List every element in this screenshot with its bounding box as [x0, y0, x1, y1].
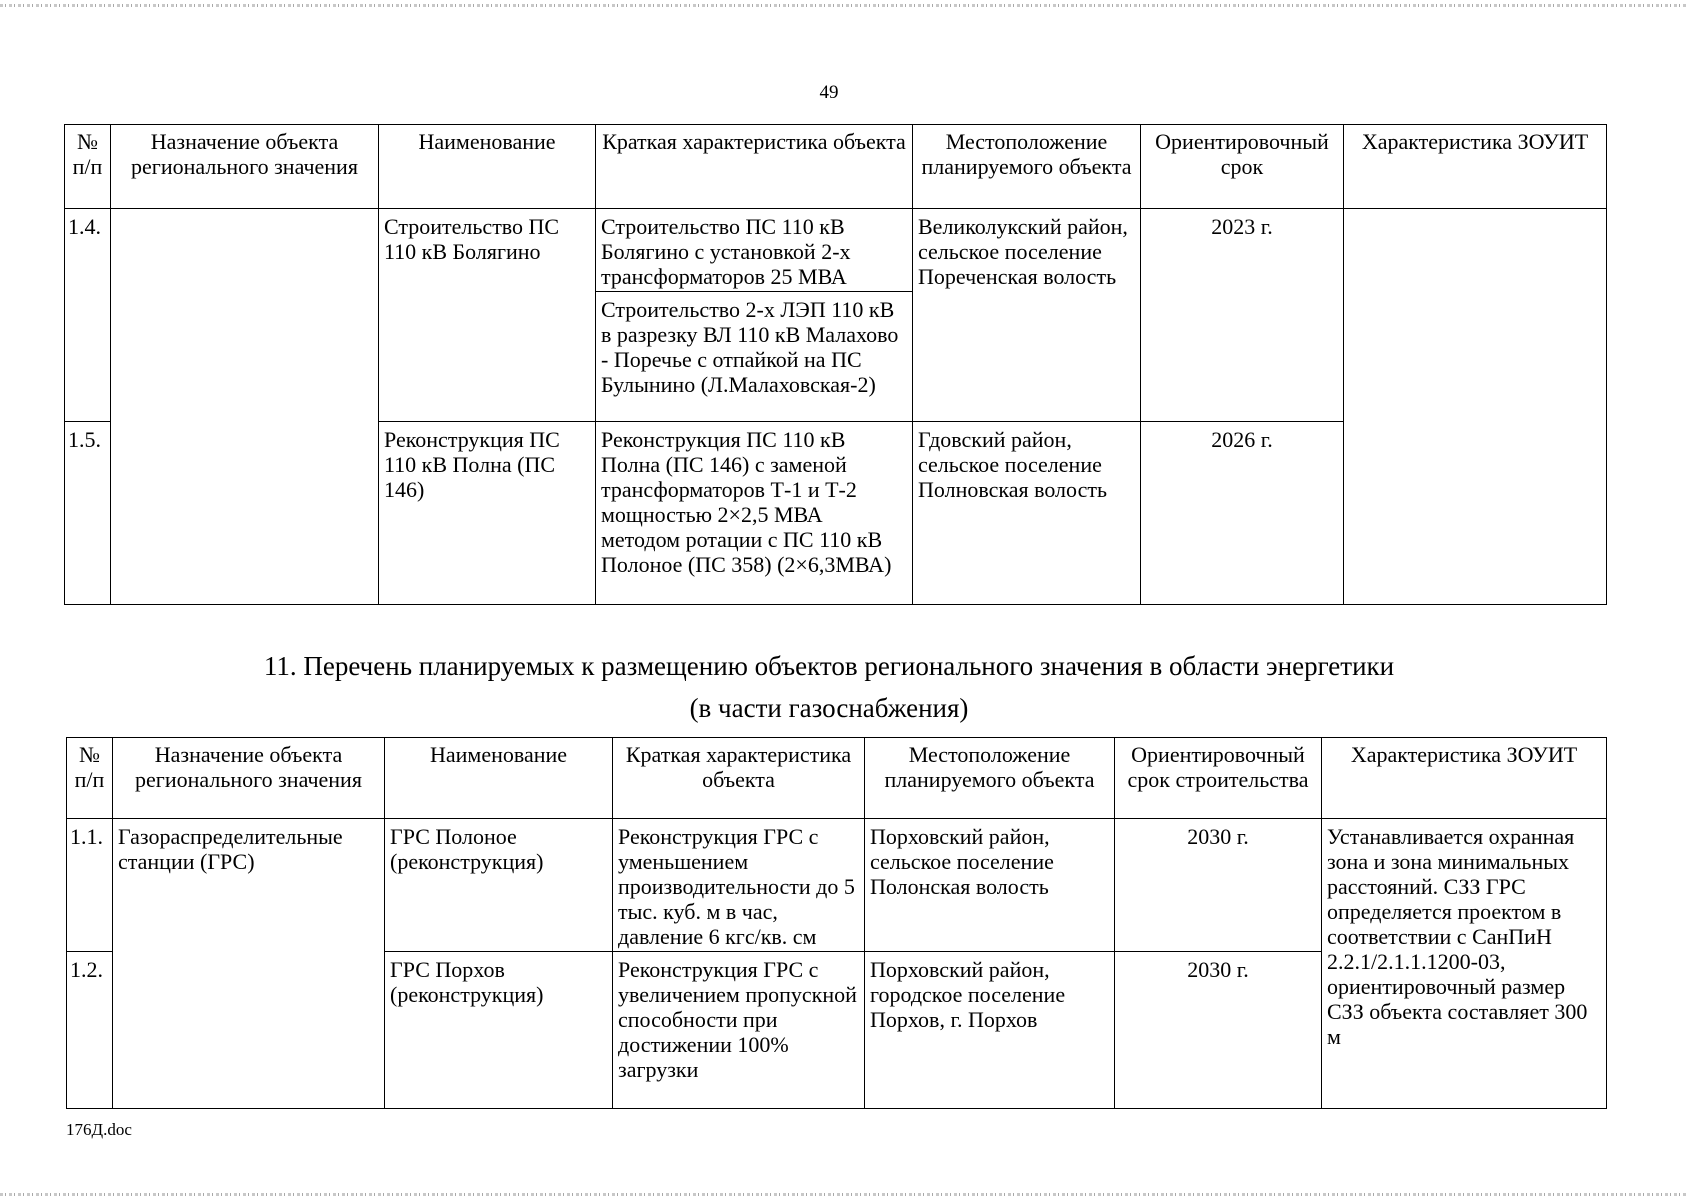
object-term: 2030 г.	[1115, 952, 1322, 1109]
object-location: Великолукский район, сельское поселение Пореченская волость	[913, 209, 1141, 422]
header-description: Краткая характеристика объекта	[596, 125, 913, 209]
table-power-objects	[64, 124, 1607, 605]
header-location: Местоположение планируемого объекта	[913, 125, 1141, 209]
row-number: 1.4.	[65, 209, 111, 422]
object-description: Реконструкция ПС 110 кВ Полна (ПС 146) с заменой трансформаторов Т-1 и Т-2 мощностью 2×2,5 МВА методом ротации с ПС 110 кВ Полоное (ПС 358) (2×6,3МВА)	[596, 422, 913, 605]
object-term: 2030 г.	[1115, 819, 1322, 952]
object-description: Реконструкция ГРС с увеличением пропускной способности при достижении 100% загрузки	[613, 952, 865, 1109]
row-number: 1.5.	[65, 422, 111, 605]
header-purpose: Назначение объекта регионального значения	[111, 125, 379, 209]
purpose-cell: Газораспределительные станции (ГРС)	[113, 819, 385, 1109]
footer-doc-code: 176Д.doc	[66, 1120, 132, 1139]
header-name: Наименование	[385, 738, 613, 819]
object-name: ГРС Полоное (реконструкция)	[385, 819, 613, 952]
object-term: 2026 г.	[1141, 422, 1344, 605]
row-number: 1.2.	[67, 952, 113, 1109]
header-term: Ориентировочный срок строительства	[1115, 738, 1322, 819]
object-location: Гдовский район, сельское поселение Полновская волость	[913, 422, 1141, 605]
object-name: Строительство ПС 110 кВ Болягино	[379, 209, 596, 422]
object-description: Строительство 2-х ЛЭП 110 кВ в разрезку ВЛ 110 кВ Малахово - Поречье с отпайкой на ПС Булынино (Л.Малаховская-2)	[596, 292, 913, 422]
page-number: 49	[819, 82, 839, 103]
table-row	[65, 209, 1607, 292]
header-location: Местоположение планируемого объекта	[865, 738, 1115, 819]
row-number: 1.1.	[67, 819, 113, 952]
object-location: Порховский район, городское поселение Порхов, г. Порхов	[865, 952, 1115, 1109]
purpose-cell	[111, 209, 379, 605]
section-subtitle: (в части газоснабжения)	[689, 693, 969, 723]
section-title: 11. Перечень планируемых к размещению объектов регионального значения в области энергетики	[263, 651, 1395, 681]
object-description: Строительство ПС 110 кВ Болягино с установкой 2-х трансформаторов 25 МВА	[596, 209, 913, 292]
header-name: Наименование	[379, 125, 596, 209]
object-location: Порховский район, сельское поселение Полонская волость	[865, 819, 1115, 952]
zone-cell: Устанавливается охранная зона и зона минимальных расстояний. СЗЗ ГРС определяется проектом в соответствии с СанПиН 2.2.1/2.1.1.1200-03, ориентировочный размер СЗЗ объекта составляет 300 м	[1322, 819, 1607, 1109]
header-zone: Характеристика ЗОУИТ	[1344, 125, 1607, 209]
table-header-row	[65, 125, 1607, 209]
header-purpose: Назначение объекта регионального значения	[113, 738, 385, 819]
zone-cell	[1344, 209, 1607, 605]
table-gas-objects	[66, 737, 1607, 1109]
header-term: Ориентировочный срок	[1141, 125, 1344, 209]
header-zone: Характеристика ЗОУИТ	[1322, 738, 1607, 819]
header-num: № п/п	[65, 125, 111, 209]
table-header-row	[67, 738, 1607, 819]
object-name: Реконструкция ПС 110 кВ Полна (ПС 146)	[379, 422, 596, 605]
object-name: ГРС Порхов (реконструкция)	[385, 952, 613, 1109]
scan-top-edge	[0, 4, 1686, 7]
header-num: № п/п	[67, 738, 113, 819]
object-description: Реконструкция ГРС с уменьшением производительности до 5 тыс. куб. м в час, давление 6 кгс/кв. см	[613, 819, 865, 952]
object-term: 2023 г.	[1141, 209, 1344, 422]
header-description: Краткая характеристика объекта	[613, 738, 865, 819]
scan-bottom-edge	[0, 1193, 1686, 1196]
table-row	[67, 819, 1607, 952]
